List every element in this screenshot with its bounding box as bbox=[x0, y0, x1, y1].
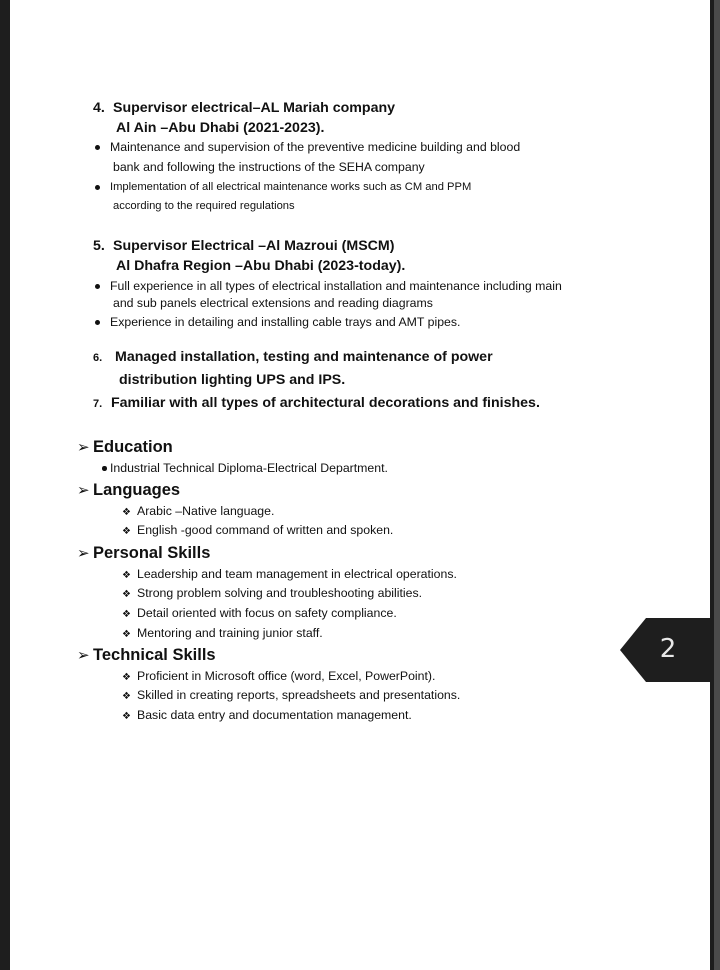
diamond-bullet-icon: ❖ bbox=[122, 711, 131, 722]
personal-skill-text: Detail oriented with focus on safety compliance. bbox=[137, 606, 397, 620]
job-5-location: Al Dhafra Region –Abu Dhabi (2023-today). bbox=[116, 258, 406, 274]
section-languages-heading bbox=[77, 481, 180, 500]
item-6-number: 6. bbox=[93, 352, 103, 364]
job-5-title bbox=[93, 238, 394, 254]
language-item bbox=[122, 523, 393, 537]
arrow-bullet-icon: ➢ bbox=[77, 545, 90, 562]
technical-skill-text: Skilled in creating reports, spreadsheets and presentations. bbox=[137, 688, 461, 702]
technical-skill-item bbox=[122, 708, 412, 722]
job-4-number: 4. bbox=[93, 100, 105, 116]
job-5-bullet-2-line-1: Experience in detailing and installing cable trays and AMT pipes. bbox=[110, 315, 461, 329]
diamond-bullet-icon: ❖ bbox=[122, 507, 131, 518]
job-4-bullet-2-line-2: according to the required regulations bbox=[113, 200, 295, 212]
personal-skill-text: Strong problem solving and troubleshooting abilities. bbox=[137, 586, 423, 600]
personal-skill-item bbox=[122, 606, 397, 620]
diamond-bullet-icon: ❖ bbox=[122, 672, 131, 683]
item-7-number: 7. bbox=[93, 398, 103, 410]
job-4-title bbox=[93, 100, 395, 116]
personal-skill-text: Leadership and team management in electrical operations. bbox=[137, 567, 457, 581]
job-4-title-text: Supervisor electrical–AL Mariah company bbox=[113, 100, 396, 116]
diamond-bullet-icon: ❖ bbox=[122, 589, 131, 600]
section-education-title: Education bbox=[93, 438, 173, 456]
arrow-bullet-icon: ➢ bbox=[77, 482, 90, 499]
arrow-bullet-icon: ➢ bbox=[77, 647, 90, 664]
arrow-bullet-icon: ➢ bbox=[77, 439, 90, 456]
section-personal-skills-title: Personal Skills bbox=[93, 544, 211, 562]
job-4-location: Al Ain –Abu Dhabi (2021-2023). bbox=[116, 120, 325, 136]
section-languages-title: Languages bbox=[93, 481, 181, 499]
diamond-bullet-icon: ❖ bbox=[122, 691, 131, 702]
item-7 bbox=[93, 395, 540, 411]
section-technical-skills-title: Technical Skills bbox=[93, 646, 216, 664]
section-education-heading bbox=[77, 438, 173, 457]
job-4-bullet-2-line-1: Implementation of all electrical maintenance works such as CM and PPM bbox=[110, 181, 472, 193]
item-7-line-1: Familiar with all types of architectural decorations and finishes. bbox=[111, 395, 540, 411]
bullet-icon bbox=[95, 145, 100, 150]
language-item-text: English -good command of written and spoken. bbox=[137, 523, 394, 537]
viewer-left-edge bbox=[0, 0, 10, 970]
viewer-scrollbar-track[interactable] bbox=[714, 0, 720, 970]
personal-skill-item bbox=[122, 586, 422, 600]
job-5-number: 5. bbox=[93, 238, 105, 254]
technical-skill-text: Proficient in Microsoft office (word, Excel, PowerPoint). bbox=[137, 669, 436, 683]
job-5-bullet-1-line-2: and sub panels electrical extensions and reading diagrams bbox=[113, 296, 433, 310]
item-6-line-2: distribution lighting UPS and IPS. bbox=[119, 372, 346, 388]
section-personal-skills-heading bbox=[77, 544, 210, 563]
bullet-icon bbox=[95, 284, 100, 289]
section-technical-skills-heading bbox=[77, 646, 216, 665]
item-6 bbox=[93, 349, 493, 365]
language-item-text: Arabic –Native language. bbox=[137, 504, 275, 518]
diamond-bullet-icon: ❖ bbox=[122, 570, 131, 581]
job-5-bullet-1-line-1: Full experience in all types of electrical installation and maintenance including main bbox=[110, 279, 562, 293]
job-4-bullet-1-line-1: Maintenance and supervision of the preventive medicine building and blood bbox=[110, 140, 521, 154]
technical-skill-text: Basic data entry and documentation management. bbox=[137, 708, 412, 722]
bullet-icon bbox=[95, 185, 100, 190]
technical-skill-item bbox=[122, 688, 460, 702]
job-4-bullet-1-line-2: bank and following the instructions of the SEHA company bbox=[113, 160, 425, 174]
personal-skill-item bbox=[122, 567, 457, 581]
job-5-title-text: Supervisor Electrical –Al Mazroui (MSCM) bbox=[113, 238, 395, 254]
personal-skill-item bbox=[122, 626, 323, 640]
education-item: Industrial Technical Diploma-Electrical Department. bbox=[110, 461, 388, 475]
diamond-bullet-icon: ❖ bbox=[122, 629, 131, 640]
diamond-bullet-icon: ❖ bbox=[122, 526, 131, 537]
technical-skill-item bbox=[122, 669, 435, 683]
personal-skill-text: Mentoring and training junior staff. bbox=[137, 626, 323, 640]
language-item bbox=[122, 504, 274, 518]
diamond-bullet-icon: ❖ bbox=[122, 609, 131, 620]
bullet-icon bbox=[95, 320, 100, 325]
bullet-icon bbox=[102, 466, 107, 471]
resume-page bbox=[10, 0, 710, 970]
item-6-line-1: Managed installation, testing and maintenance of power bbox=[115, 349, 493, 365]
page-number: 2 bbox=[659, 634, 677, 664]
